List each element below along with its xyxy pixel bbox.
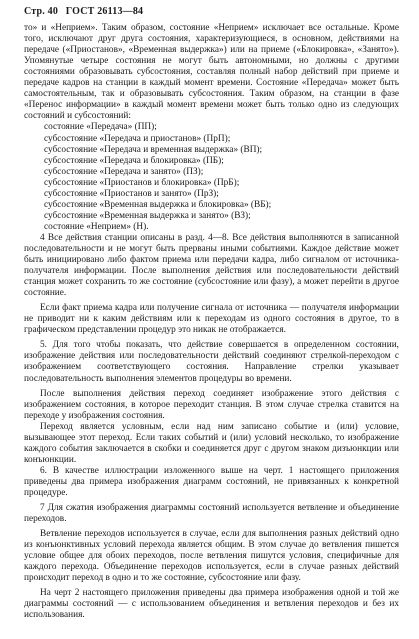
paragraph-6: 6. В качестве иллюстрации изложенного выше на черт. 1 настоящего приложения приведены два примера изображения диаграмм состояний, не привязанных к конкретной процедуре.: [24, 465, 399, 498]
state-item: субсостояние «Приостанов и занято» (ПрЗ);: [44, 188, 219, 199]
paragraph-7: 7 Для сжатия изображения диаграммы состояний используется ветвление и объединение переходов.: [24, 503, 399, 525]
state-item: состояние «Передача» (ПП);: [44, 122, 157, 133]
paragraph-7b: Ветвление переходов используется в случае, если для выполнения разных действий одно из конъюнктивных условий перехода является общим. В этом случае до ветвления пишется условие общее для обоих переходов, после ветвления пишутся условия, специфичные для каждого перехода. Объединение переходов используется, если в случае разных действий происходит переход в одно и то же состояние, субсостояние или фазу.: [24, 529, 399, 584]
paragraph-5b: После выполнения действия переход соединяет изображение этого действия с изображением состояния, в которое переходит станция. В этом случае стрелка ставится на переходе у изображения состояния.: [24, 388, 399, 421]
paragraph-4b: Если факт приема кадра или получение сигнала от источника — получателя информации не приводит ни к каким действиям или к переходам из одного состояния в другое, то в графическом представлении процедур это никак не отображается.: [24, 303, 399, 336]
standard-code: ГОСТ 26113—84: [65, 6, 144, 17]
paragraph-5: 5. Для того чтобы показать, что действие совершается в определенном состоянии, изображение действия или последовательности действий соединяют стрелкой-переходом с изображением соответствующего состояния. Направление стрелки указывает последовательность выполнения элементов процедуры во времени.: [24, 340, 399, 384]
state-item: субсостояние «Передача и блокировка» (ПБ);: [44, 155, 224, 166]
state-item: состояние «Неприем» (Н).: [44, 221, 149, 232]
state-item: субсостояние «Передача и приостанов» (ПрП);: [44, 133, 231, 144]
state-list: [44, 122, 399, 232]
paragraph-5c: Переход является условным, если над ним записано событие и (или) условие, вызывающее этот переход. Если таких событий и (или) условий несколько, то изображение каждого события заключается в скобки и соединяется друг с другом знаком дизъюнкции или конъюнкции.: [24, 421, 399, 465]
state-item: субсостояние «Передача и временная выдержка» (ВП);: [44, 144, 263, 155]
state-item: субсостояние «Передача и занято» (ПЗ);: [44, 166, 204, 177]
paragraph-4: 4 Все действия станции описаны в разд. 4—8. Все действия выполняются в записанной последовательности и не могут быть прерваны иными событиями. Каждое действие может быть инициировано либо фактом приема или передачи кадра, либо сигналом от источника-получателя информации. После выполнения действия или последовательности действий станция может сохранить то же состояние (субсостояние или фазу), а может перейти в другое состояние.: [24, 232, 399, 299]
state-item: субсостояние «Приостанов и блокировка» (ПрБ);: [44, 177, 240, 188]
paragraph-7c: На черт 2 настоящего приложения приведены два примера изображения одной и той же диаграммы состояний — с использованием объединения и ветвления переходов и без их использования.: [24, 588, 399, 621]
paragraph-intro: то» и «Неприем». Таким образом, состояние «Неприем» исключает все остальные. Кроме того, исключают друг друга состояния, характеризующиеся, в основном, действиями на передаче («Приостанов», «Временная выдержка») или на приеме («Блокировка», «Занято»). Упомянутые четыре состояния не могут быть автономными, но должны с другими состояниями образовывать субсостояния, составляя полный набор действий при приеме и передаче кадров на станции в каждый момент времени. Состояние «Передача» может быть самостоятельным, так и образовывать субсостояния. Таким образом, на станции в фазе «Перенос информации» в каждый момент времени может быть только одно из следующих состояний и субсостояний:: [24, 23, 399, 122]
state-item: субсостояние «Временная выдержка и занято» (ВЗ);: [44, 210, 251, 221]
state-item: субсостояние «Временная выдержка и блокировка» (ВБ);: [44, 199, 272, 210]
page-number: Стр. 40: [24, 6, 59, 17]
page-header: [24, 6, 399, 17]
